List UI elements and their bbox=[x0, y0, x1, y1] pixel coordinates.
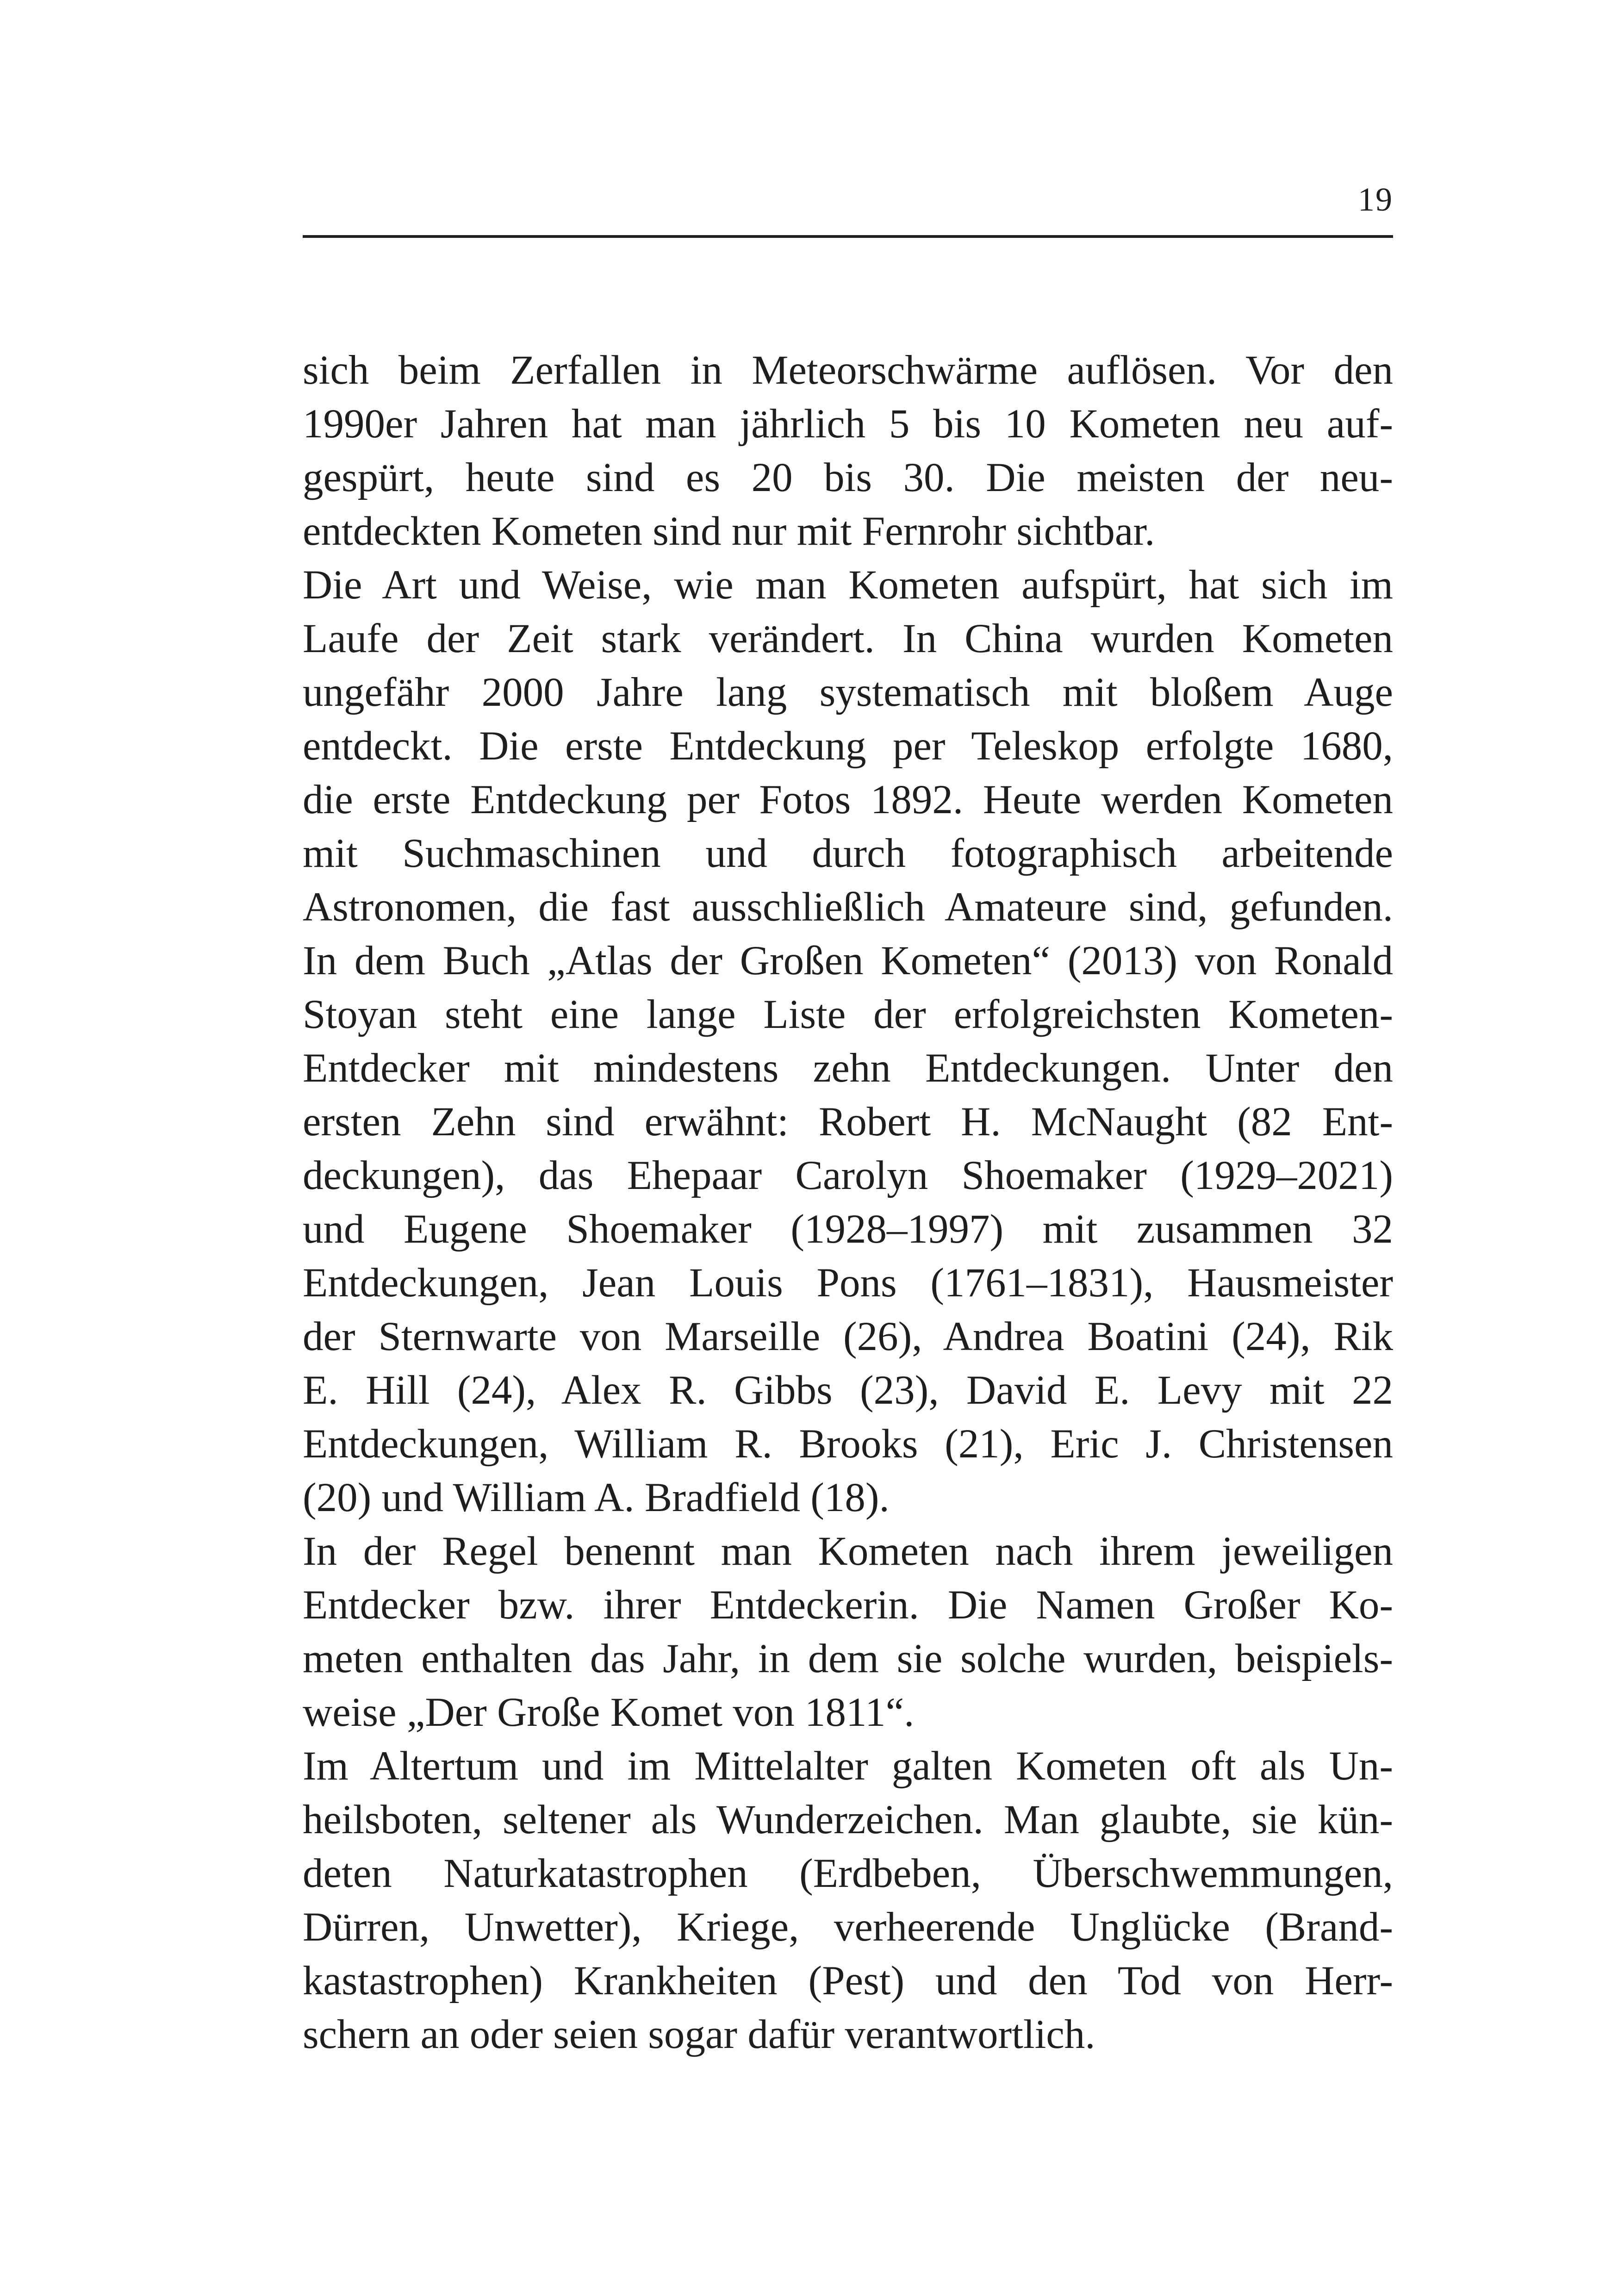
text-line: die erste Entdeckung per Fotos 1892. Heute werden Kometen bbox=[303, 777, 1393, 822]
header-rule bbox=[303, 235, 1393, 238]
text-line: kastastrophen) Krankheiten (Pest) und den Tod von Herr- bbox=[303, 1958, 1393, 2004]
text-line: Entdecker mit mindestens zehn Entdeckungen. Unter den bbox=[303, 1045, 1393, 1091]
text-line: entdeckt. Die erste Entdeckung per Teleskop erfolgte 1680, bbox=[303, 723, 1393, 769]
text-line: Entdeckungen, William R. Brooks (21), Eric J. Christensen bbox=[303, 1421, 1393, 1467]
text-line: Laufe der Zeit stark verändert. In China wurden Kometen bbox=[303, 616, 1393, 661]
text-line: gespürt, heute sind es 20 bis 30. Die meisten der neu- bbox=[303, 455, 1393, 500]
text-line: Im Altertum und im Mittelalter galten Kometen oft als Un- bbox=[303, 1743, 1393, 1789]
text-line: heilsboten, seltener als Wunderzeichen. Man glaubte, sie kün- bbox=[303, 1797, 1393, 1842]
text-line: E. Hill (24), Alex R. Gibbs (23), David E. Levy mit 22 bbox=[303, 1368, 1393, 1413]
text-line: deten Naturkatastrophen (Erdbeben, Überschwemmungen, bbox=[303, 1851, 1393, 1896]
text-line: entdeckten Kometen sind nur mit Fernrohr sichtbar. bbox=[303, 509, 1155, 554]
text-line: In dem Buch „Atlas der Großen Kometen“ (2013) von Ronald bbox=[303, 938, 1393, 983]
text-line: schern an oder seien sogar dafür verantwortlich. bbox=[303, 2012, 1095, 2057]
text-line: mit Suchmaschinen und durch fotographisch arbeitende bbox=[303, 831, 1393, 876]
text-line: weise „Der Große Komet von 1811“. bbox=[303, 1690, 915, 1735]
text-line: 1990er Jahren hat man jährlich 5 bis 10 Kometen neu auf- bbox=[303, 401, 1393, 447]
text-line: ungefähr 2000 Jahre lang systematisch mit bloßem Auge bbox=[303, 670, 1393, 715]
text-line: Entdeckungen, Jean Louis Pons (1761–1831), Hausmeister bbox=[303, 1260, 1393, 1306]
text-line: Die Art und Weise, wie man Kometen aufspürt, hat sich im bbox=[303, 562, 1393, 608]
text-line: deckungen), das Ehepaar Carolyn Shoemaker (1929–2021) bbox=[303, 1153, 1393, 1198]
body-text bbox=[303, 343, 1393, 2061]
page-number: 19 bbox=[1358, 181, 1393, 218]
text-line: Entdecker bzw. ihrer Entdeckerin. Die Namen Großer Ko- bbox=[303, 1582, 1393, 1628]
text-line: ersten Zehn sind erwähnt: Robert H. McNaught (82 Ent- bbox=[303, 1099, 1393, 1145]
text-line: In der Regel benennt man Kometen nach ihrem jeweiligen bbox=[303, 1529, 1393, 1574]
text-line: sich beim Zerfallen in Meteorschwärme auflösen. Vor den bbox=[303, 348, 1393, 393]
text-line: Dürren, Unwetter), Kriege, verheerende Unglücke (Brand- bbox=[303, 1904, 1393, 1950]
text-line: der Sternwarte von Marseille (26), Andrea Boatini (24), Rik bbox=[303, 1314, 1393, 1359]
text-line: meten enthalten das Jahr, in dem sie solche wurden, beispiels- bbox=[303, 1636, 1393, 1681]
text-line: und Eugene Shoemaker (1928–1997) mit zusammen 32 bbox=[303, 1207, 1393, 1252]
text-line: Astronomen, die fast ausschließlich Amateure sind, gefunden. bbox=[303, 884, 1393, 930]
text-line: Stoyan steht eine lange Liste der erfolgreichsten Kometen- bbox=[303, 992, 1393, 1037]
text-line: (20) und William A. Bradfield (18). bbox=[303, 1475, 890, 1520]
